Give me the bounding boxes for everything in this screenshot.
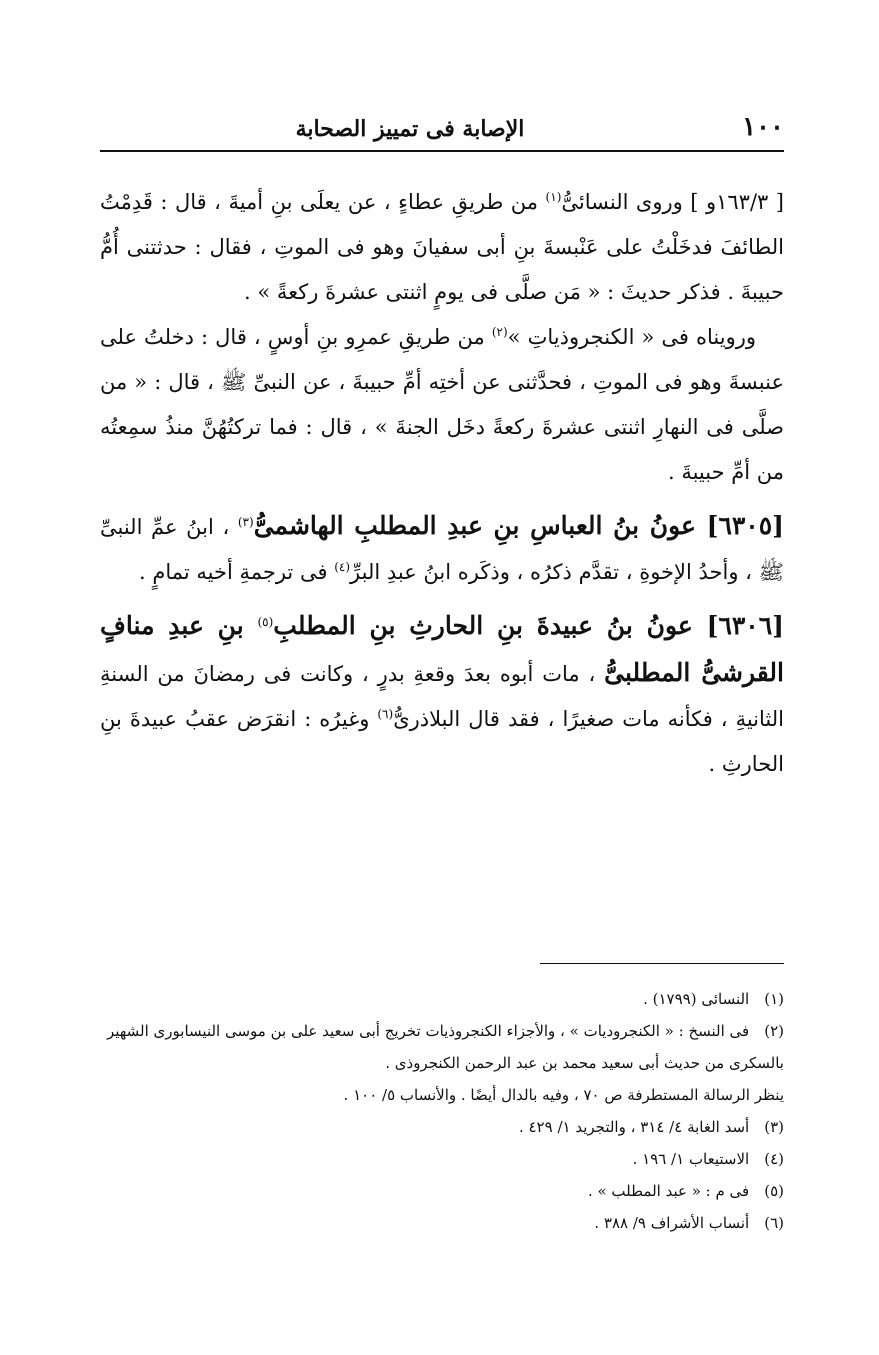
footnote-ref[interactable]: (٦) (377, 707, 394, 721)
footnote-mark: (٤) (764, 1150, 784, 1168)
footnote-text: أسد الغابة ٤/ ٣١٤ ، والتجريد ١/ ٤٢٩ . (518, 1118, 750, 1136)
entry-text: ، مات أبوه بعدَ وقعةِ بدرٍ ، وكانت فى رمضانَ من السنةِ الثانيةِ ، فكأنه مات صغيرًا ، فقد قال البلاذرىُّ (100, 662, 784, 731)
footnote-4 (100, 1143, 784, 1175)
footnote-ref[interactable]: (٣) (237, 515, 254, 529)
entry-text: فى ترجمةِ أخيه تمامٍ . (138, 560, 335, 584)
footnote-text: فى م : « عبد المطلب » . (587, 1182, 750, 1200)
entry-heading-cont: بنِ عبدِ منافٍ القرشىُّ المطلبىُّ (100, 611, 784, 687)
footnote-mark: (٦) (764, 1214, 784, 1232)
footnote-ref[interactable]: (٢) (491, 325, 508, 339)
footnote-3 (100, 1111, 784, 1143)
entry-text: وغيرُه : انقرَض عقبُ عبيدةَ بنِ الحارثِ . (100, 707, 784, 776)
paragraph-text: [ ١٦٣/٣و ] وروى النسائىُّ (561, 190, 784, 214)
paragraph-text: من طريقِ عطاءٍ ، عن يعلَى بنِ أميةَ ، قال : قَدِمْتُ الطائفَ فدخَلْتُ على عَنْبسةَ بنِ أبى سفيانَ وهو فى الموتِ ، فقال : حدثتنى أُمُّ حبيبةَ . فذكر حديثَ : « مَن صلَّى فى يومٍ اثنتى عشرةَ ركعةً » . (100, 190, 784, 304)
footnote-ref[interactable]: (٤) (334, 560, 351, 574)
footnote-1 (100, 983, 784, 1015)
footnote-text: الاستيعاب ١/ ١٩٦ . (632, 1150, 750, 1168)
footnote-6 (100, 1207, 784, 1239)
paragraph-text: من طريقِ عمرِو بنِ أوسٍ ، قال : دخلتُ على عنبسةَ وهو فى الموتِ ، فحدَّثنى عن أختِه أمِّ حبيبةَ ، عن النبىِّ ﷺ ، قال : « من صلَّى فى النهارِ اثنتى عشرةَ ركعةً دخَل الجنةَ » ، قال : فما تركتُهُنَّ منذُ سمِعتُه من أمِّ حبيبةَ . (100, 325, 784, 484)
book-title: الإصابة فى تمييز الصحابة (295, 116, 525, 142)
footnote-mark: (٣) (764, 1118, 784, 1136)
footnote-text: النسائى (١٧٩٩) . (643, 990, 750, 1008)
footnote-rule (540, 963, 784, 964)
footnote-text: ينظر الرسالة المستطرفة ص ٧٠ ، وفيه بالدال أيضًا . والأنساب ٥/ ١٠٠ . (343, 1086, 784, 1104)
footnote-ref[interactable]: (١) (545, 190, 562, 204)
entry-6305 (100, 503, 784, 595)
footnotes (100, 983, 784, 1239)
page-number: ١٠٠ (742, 112, 784, 142)
footnote-5 (100, 1175, 784, 1207)
footnote-mark: (٥) (764, 1182, 784, 1200)
paragraph-nasai (100, 180, 784, 315)
footnote-mark: (١) (764, 990, 784, 1008)
running-header (100, 108, 784, 148)
paragraph-text: ورويناه فى « الكنجروذياتِ » (507, 325, 756, 349)
header-rule (100, 150, 784, 152)
entry-6306 (100, 603, 784, 787)
footnote-text: أنساب الأشراف ٩/ ٣٨٨ . (594, 1214, 750, 1232)
footnote-text: فى النسخ : « الكنجروديات » ، والأجزاء الكنجروذيات تخريج أبى سعيد على بن موسى النيسابورى الشهير بالسكرى من حديث أبى سعيد محمد بن عبد الرحمن الكنجروذى . (106, 1022, 784, 1072)
footnote-2-continued (100, 1079, 784, 1111)
main-text (100, 180, 784, 787)
footnote-ref[interactable]: (٥) (257, 615, 274, 629)
paragraph-kanjarudhiyat (100, 315, 784, 495)
entry-heading: [٦٣٠٥] عونُ بنُ العباسِ بنِ عبدِ المطلبِ الهاشمىُّ (253, 511, 784, 540)
entry-text: ، ابنُ عمِّ النبىِّ ﷺ ، وأحدُ الإخوةِ ، تقدَّم ذكرُه ، وذكَره ابنُ عبدِ البرِّ (100, 515, 784, 584)
footnote-mark: (٢) (764, 1022, 784, 1040)
footnote-2 (100, 1015, 784, 1079)
entry-heading: [٦٣٠٦] عونُ بنُ عبيدةَ بنِ الحارثِ بنِ المطلبِ (273, 611, 784, 640)
